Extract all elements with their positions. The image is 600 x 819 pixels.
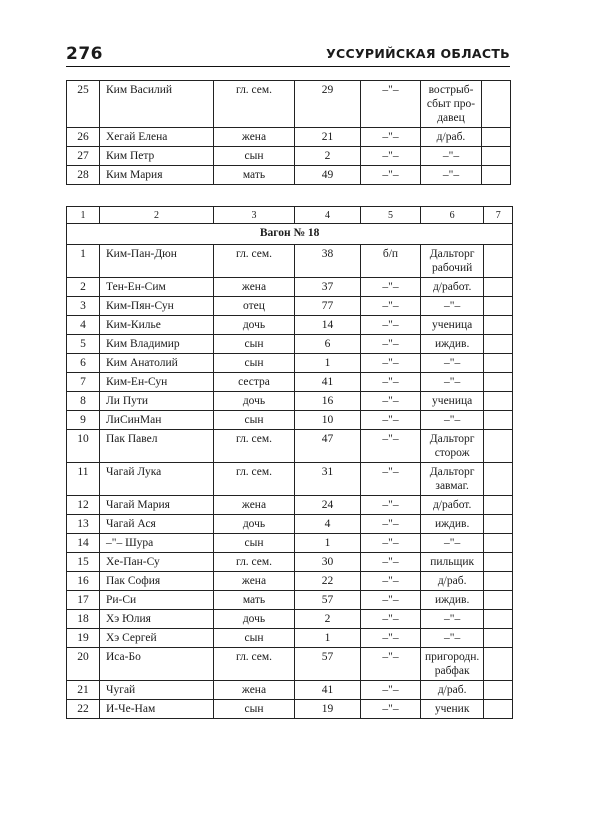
occupation: –"– (421, 629, 484, 648)
note (484, 591, 513, 610)
row-number: 15 (67, 553, 100, 572)
row-number: 25 (67, 81, 100, 128)
party-status: –"– (361, 534, 421, 553)
table-row (67, 591, 513, 610)
note (484, 278, 513, 297)
age: 16 (295, 392, 361, 411)
table-row (67, 700, 513, 719)
family-relation: гл. сем. (214, 553, 295, 572)
occupation: пригородн. рабфак (421, 648, 484, 681)
table-row (67, 534, 513, 553)
family-relation: отец (214, 297, 295, 316)
occupation: –"– (421, 610, 484, 629)
note (484, 629, 513, 648)
party-status: –"– (361, 700, 421, 719)
person-name: Ким Мария (100, 166, 214, 185)
table-wagon-18 (66, 206, 513, 719)
age: 10 (295, 411, 361, 430)
note (484, 297, 513, 316)
age: 30 (295, 553, 361, 572)
row-number: 16 (67, 572, 100, 591)
table-row (67, 629, 513, 648)
person-name: Хегай Елена (100, 128, 214, 147)
table-row (67, 572, 513, 591)
party-status: –"– (361, 354, 421, 373)
occupation: –"– (421, 534, 484, 553)
note (484, 700, 513, 719)
note (484, 392, 513, 411)
note (484, 496, 513, 515)
occupation: Дальторг завмаг. (421, 463, 484, 496)
party-status: –"– (361, 335, 421, 354)
table-row (67, 411, 513, 430)
occupation: –"– (421, 166, 482, 185)
party-status: –"– (361, 373, 421, 392)
row-number: 3 (67, 297, 100, 316)
occupation: пильщик (421, 553, 484, 572)
family-relation: дочь (214, 515, 295, 534)
row-number: 1 (67, 245, 100, 278)
family-relation: гл. сем. (214, 648, 295, 681)
occupation: –"– (421, 354, 484, 373)
running-title: УССУРИЙСКАЯ ОБЛАСТЬ (326, 46, 510, 61)
note (484, 411, 513, 430)
age: 57 (295, 591, 361, 610)
note (484, 610, 513, 629)
row-number: 27 (67, 147, 100, 166)
person-name: Пак София (100, 572, 214, 591)
note (484, 572, 513, 591)
occupation: Дальторг рабочий (421, 245, 484, 278)
column-number: 3 (214, 207, 295, 224)
person-name: Тен-Ен-Сим (100, 278, 214, 297)
header-rule (66, 66, 510, 67)
age: 14 (295, 316, 361, 335)
table-row (67, 463, 513, 496)
family-relation: сестра (214, 373, 295, 392)
family-relation: сын (214, 629, 295, 648)
age: 2 (295, 147, 361, 166)
age: 19 (295, 700, 361, 719)
person-name: Ким Петр (100, 147, 214, 166)
age: 6 (295, 335, 361, 354)
row-number: 22 (67, 700, 100, 719)
person-name: Чугай (100, 681, 214, 700)
age: 38 (295, 245, 361, 278)
note (482, 81, 511, 128)
occupation: иждив. (421, 591, 484, 610)
person-name: Иса-Бо (100, 648, 214, 681)
table-row (67, 610, 513, 629)
party-status: б/п (361, 245, 421, 278)
party-status: –"– (361, 278, 421, 297)
table-row (67, 496, 513, 515)
section-title-row (67, 224, 513, 245)
table-row (67, 297, 513, 316)
page-header (66, 44, 510, 66)
family-relation: сын (214, 335, 295, 354)
column-number: 2 (100, 207, 214, 224)
table-row (67, 166, 511, 185)
note (484, 316, 513, 335)
family-relation: жена (214, 681, 295, 700)
note (484, 354, 513, 373)
age: 41 (295, 373, 361, 392)
person-name: Ким-Килье (100, 316, 214, 335)
family-relation: гл. сем. (214, 245, 295, 278)
table-row (67, 147, 511, 166)
party-status: –"– (361, 463, 421, 496)
family-relation: гл. сем. (214, 430, 295, 463)
row-number: 28 (67, 166, 100, 185)
party-status: –"– (361, 681, 421, 700)
family-relation: жена (214, 496, 295, 515)
family-relation: сын (214, 534, 295, 553)
person-name: Хэ Сергей (100, 629, 214, 648)
occupation: Дальторг сторож (421, 430, 484, 463)
person-name: Чагай Лука (100, 463, 214, 496)
occupation: –"– (421, 297, 484, 316)
family-relation: сын (214, 354, 295, 373)
age: 41 (295, 681, 361, 700)
note (482, 147, 511, 166)
table-continuation-body (67, 81, 511, 185)
party-status: –"– (361, 316, 421, 335)
person-name: Чагай Мария (100, 496, 214, 515)
person-name: Ким Владимир (100, 335, 214, 354)
party-status: –"– (361, 515, 421, 534)
occupation: ученица (421, 392, 484, 411)
table-row (67, 430, 513, 463)
person-name: Ким-Ен-Сун (100, 373, 214, 392)
row-number: 18 (67, 610, 100, 629)
note (482, 128, 511, 147)
party-status: –"– (361, 572, 421, 591)
table-row (67, 335, 513, 354)
row-number: 8 (67, 392, 100, 411)
party-status: –"– (361, 591, 421, 610)
table-row (67, 392, 513, 411)
table-row (67, 354, 513, 373)
table-row (67, 648, 513, 681)
row-number: 9 (67, 411, 100, 430)
table-wagon-18-body (67, 207, 513, 719)
note (484, 245, 513, 278)
party-status: –"– (361, 411, 421, 430)
section-title: Вагон № 18 (67, 224, 513, 245)
age: 31 (295, 463, 361, 496)
person-name: Ри-Си (100, 591, 214, 610)
family-relation: жена (214, 278, 295, 297)
age: 47 (295, 430, 361, 463)
note (482, 166, 511, 185)
age: 22 (295, 572, 361, 591)
age: 1 (295, 629, 361, 648)
occupation: ученик (421, 700, 484, 719)
table-row (67, 278, 513, 297)
note (484, 463, 513, 496)
family-relation: жена (214, 128, 295, 147)
table-row (67, 515, 513, 534)
occupation: д/раб. (421, 572, 484, 591)
column-number: 6 (421, 207, 484, 224)
age: 77 (295, 297, 361, 316)
table-row (67, 681, 513, 700)
note (484, 430, 513, 463)
column-number: 5 (361, 207, 421, 224)
row-number: 20 (67, 648, 100, 681)
occupation: –"– (421, 373, 484, 392)
person-name: Ким-Пян-Сун (100, 297, 214, 316)
family-relation: сын (214, 700, 295, 719)
person-name: Чагай Ася (100, 515, 214, 534)
occupation: –"– (421, 411, 484, 430)
party-status: –"– (361, 81, 421, 128)
row-number: 12 (67, 496, 100, 515)
person-name: И-Че-Нам (100, 700, 214, 719)
table-row (67, 316, 513, 335)
occupation: иждив. (421, 515, 484, 534)
age: 57 (295, 648, 361, 681)
column-number-row (67, 207, 513, 224)
column-number: 1 (67, 207, 100, 224)
row-number: 6 (67, 354, 100, 373)
party-status: –"– (361, 392, 421, 411)
person-name: ЛиСинМан (100, 411, 214, 430)
person-name: Хэ Юлия (100, 610, 214, 629)
row-number: 2 (67, 278, 100, 297)
note (484, 553, 513, 572)
note (484, 681, 513, 700)
age: 49 (295, 166, 361, 185)
occupation: иждив. (421, 335, 484, 354)
age: 4 (295, 515, 361, 534)
party-status: –"– (361, 610, 421, 629)
table-row (67, 81, 511, 128)
person-name: Ким Василий (100, 81, 214, 128)
note (484, 534, 513, 553)
person-name: Хе-Пан-Су (100, 553, 214, 572)
age: 24 (295, 496, 361, 515)
person-name: Ким-Пан-Дюн (100, 245, 214, 278)
row-number: 13 (67, 515, 100, 534)
occupation: д/работ. (421, 278, 484, 297)
occupation: ученица (421, 316, 484, 335)
family-relation: гл. сем. (214, 81, 295, 128)
age: 1 (295, 354, 361, 373)
party-status: –"– (361, 128, 421, 147)
table-row (67, 128, 511, 147)
row-number: 17 (67, 591, 100, 610)
table-row (67, 245, 513, 278)
family-relation: дочь (214, 316, 295, 335)
party-status: –"– (361, 496, 421, 515)
party-status: –"– (361, 297, 421, 316)
person-name: Пак Павел (100, 430, 214, 463)
age: 2 (295, 610, 361, 629)
row-number: 21 (67, 681, 100, 700)
note (484, 373, 513, 392)
note (484, 648, 513, 681)
family-relation: мать (214, 591, 295, 610)
family-relation: мать (214, 166, 295, 185)
person-name: Ким Анатолий (100, 354, 214, 373)
age: 1 (295, 534, 361, 553)
family-relation: сын (214, 411, 295, 430)
age: 29 (295, 81, 361, 128)
age: 37 (295, 278, 361, 297)
row-number: 11 (67, 463, 100, 496)
occupation: д/раб. (421, 128, 482, 147)
row-number: 7 (67, 373, 100, 392)
page-number: 276 (66, 44, 103, 64)
row-number: 5 (67, 335, 100, 354)
note (484, 335, 513, 354)
occupation: вострыб- сбыт про- давец (421, 81, 482, 128)
row-number: 4 (67, 316, 100, 335)
party-status: –"– (361, 629, 421, 648)
family-relation: гл. сем. (214, 463, 295, 496)
party-status: –"– (361, 430, 421, 463)
column-number: 4 (295, 207, 361, 224)
column-number: 7 (484, 207, 513, 224)
note (484, 515, 513, 534)
row-number: 19 (67, 629, 100, 648)
row-number: 26 (67, 128, 100, 147)
table-row (67, 373, 513, 392)
occupation: –"– (421, 147, 482, 166)
person-name: –"– Шура (100, 534, 214, 553)
family-relation: дочь (214, 392, 295, 411)
party-status: –"– (361, 166, 421, 185)
party-status: –"– (361, 648, 421, 681)
person-name: Ли Пути (100, 392, 214, 411)
party-status: –"– (361, 147, 421, 166)
occupation: д/работ. (421, 496, 484, 515)
row-number: 10 (67, 430, 100, 463)
party-status: –"– (361, 553, 421, 572)
table-continuation (66, 80, 511, 185)
family-relation: дочь (214, 610, 295, 629)
family-relation: жена (214, 572, 295, 591)
family-relation: сын (214, 147, 295, 166)
occupation: д/раб. (421, 681, 484, 700)
table-row (67, 553, 513, 572)
age: 21 (295, 128, 361, 147)
row-number: 14 (67, 534, 100, 553)
